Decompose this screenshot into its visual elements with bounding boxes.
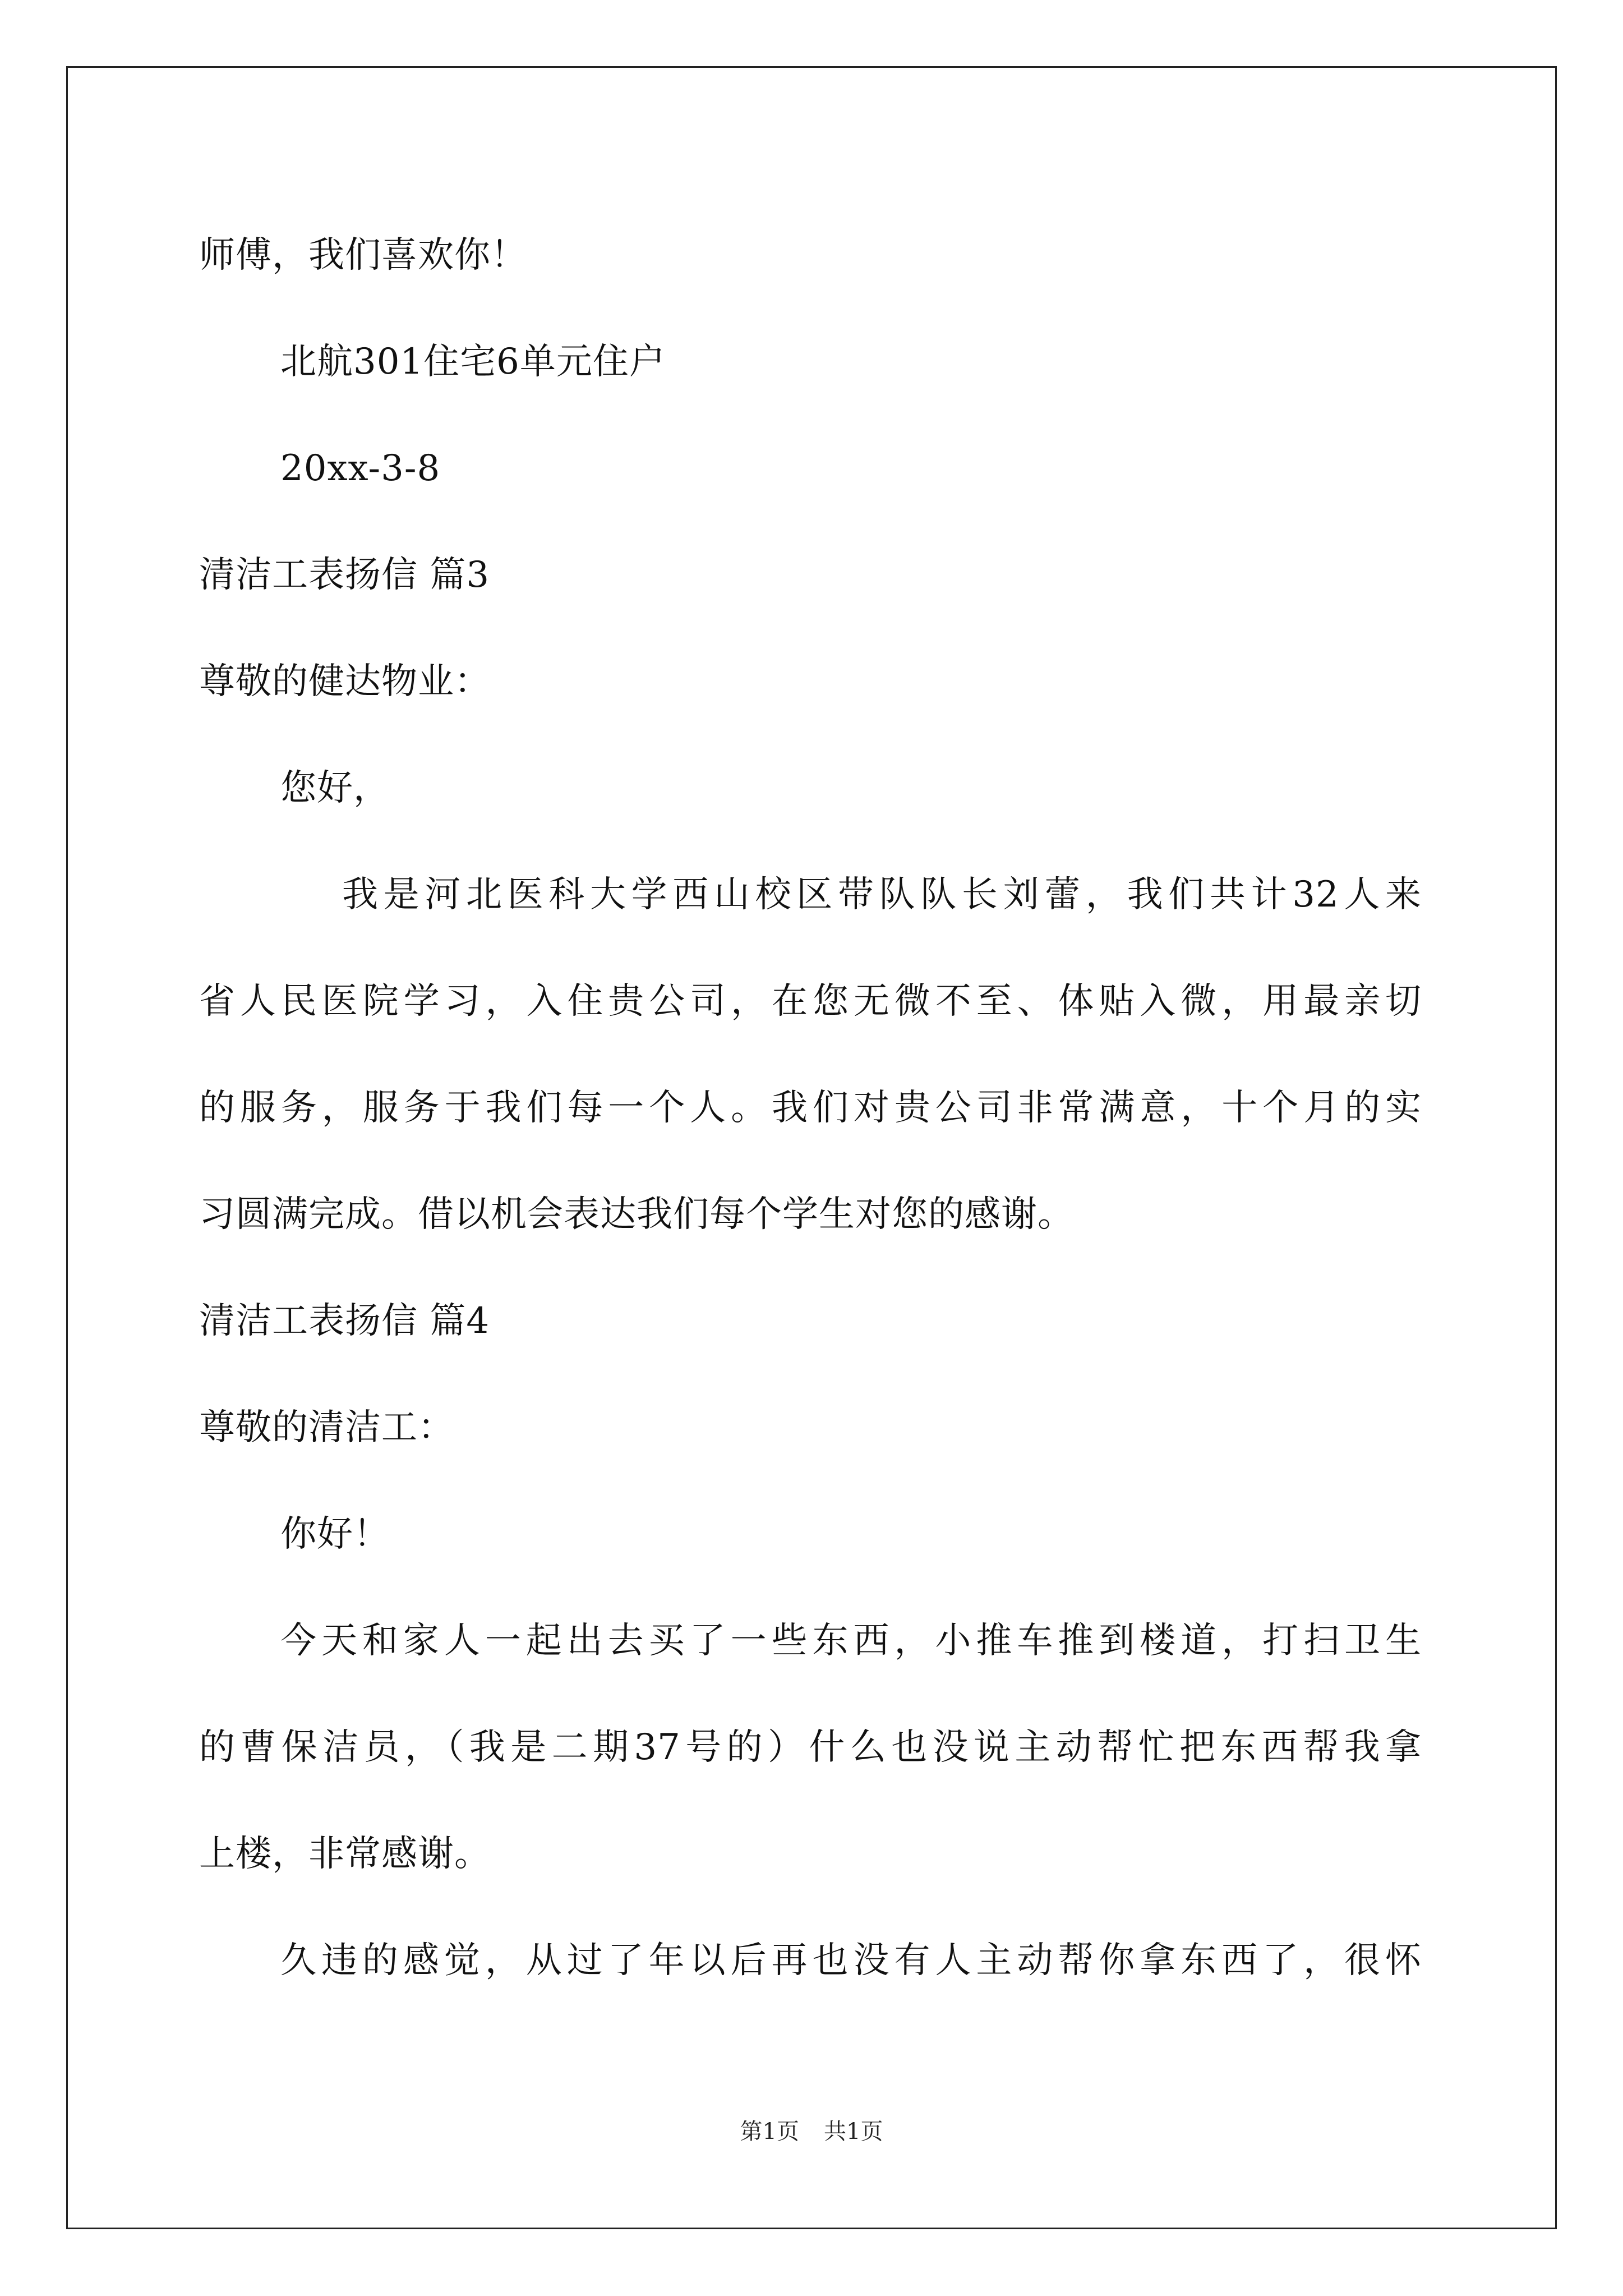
salutation: 尊敬的清洁工： <box>199 1407 454 1448</box>
paragraph-line: 省人民医院学习，入住贵公司，在您无微不至、体贴入微，用最亲切 <box>199 981 1422 1022</box>
paragraph-line: 的服务，服务于我们每一个人。我们对贵公司非常满意，十个月的实 <box>199 1087 1422 1129</box>
greeting: 您好， <box>280 767 390 809</box>
section-heading: 清洁工表扬信 篇3 <box>199 554 490 596</box>
document-body <box>199 202 1422 2014</box>
page-total: 共1页 <box>824 2119 883 2145</box>
section-heading: 清洁工表扬信 篇4 <box>199 1300 490 1342</box>
page-number: 第1页 <box>740 2119 799 2145</box>
paragraph-line: 的曹保洁员，（我是二期37号的）什么也没说主动帮忙把东西帮我拿 <box>199 1727 1422 1768</box>
page-footer <box>0 2115 1623 2148</box>
paragraph-line: 我是河北医科大学西山校区带队队长刘蕾，我们共计32人来 <box>342 874 1422 915</box>
text-line: 师傅，我们喜欢你！ <box>199 234 527 276</box>
salutation: 尊敬的健达物业： <box>199 661 491 702</box>
greeting: 你好！ <box>280 1513 390 1555</box>
paragraph-line: 习圆满完成。借以机会表达我们每个学生对您的感谢。 <box>199 1194 1074 1235</box>
paragraph-line: 今天和家人一起出去买了一些东西，小推车推到楼道，打扫卫生 <box>280 1620 1422 1662</box>
signature-line: 北航301住宅6单元住户 <box>280 341 666 383</box>
date-line: 20xx-3-8 <box>280 448 441 489</box>
paragraph-line: 久违的感觉，从过了年以后再也没有人主动帮你拿东西了，很怀 <box>280 1940 1422 1981</box>
paragraph-line: 上楼，非常感谢。 <box>199 1833 491 1875</box>
